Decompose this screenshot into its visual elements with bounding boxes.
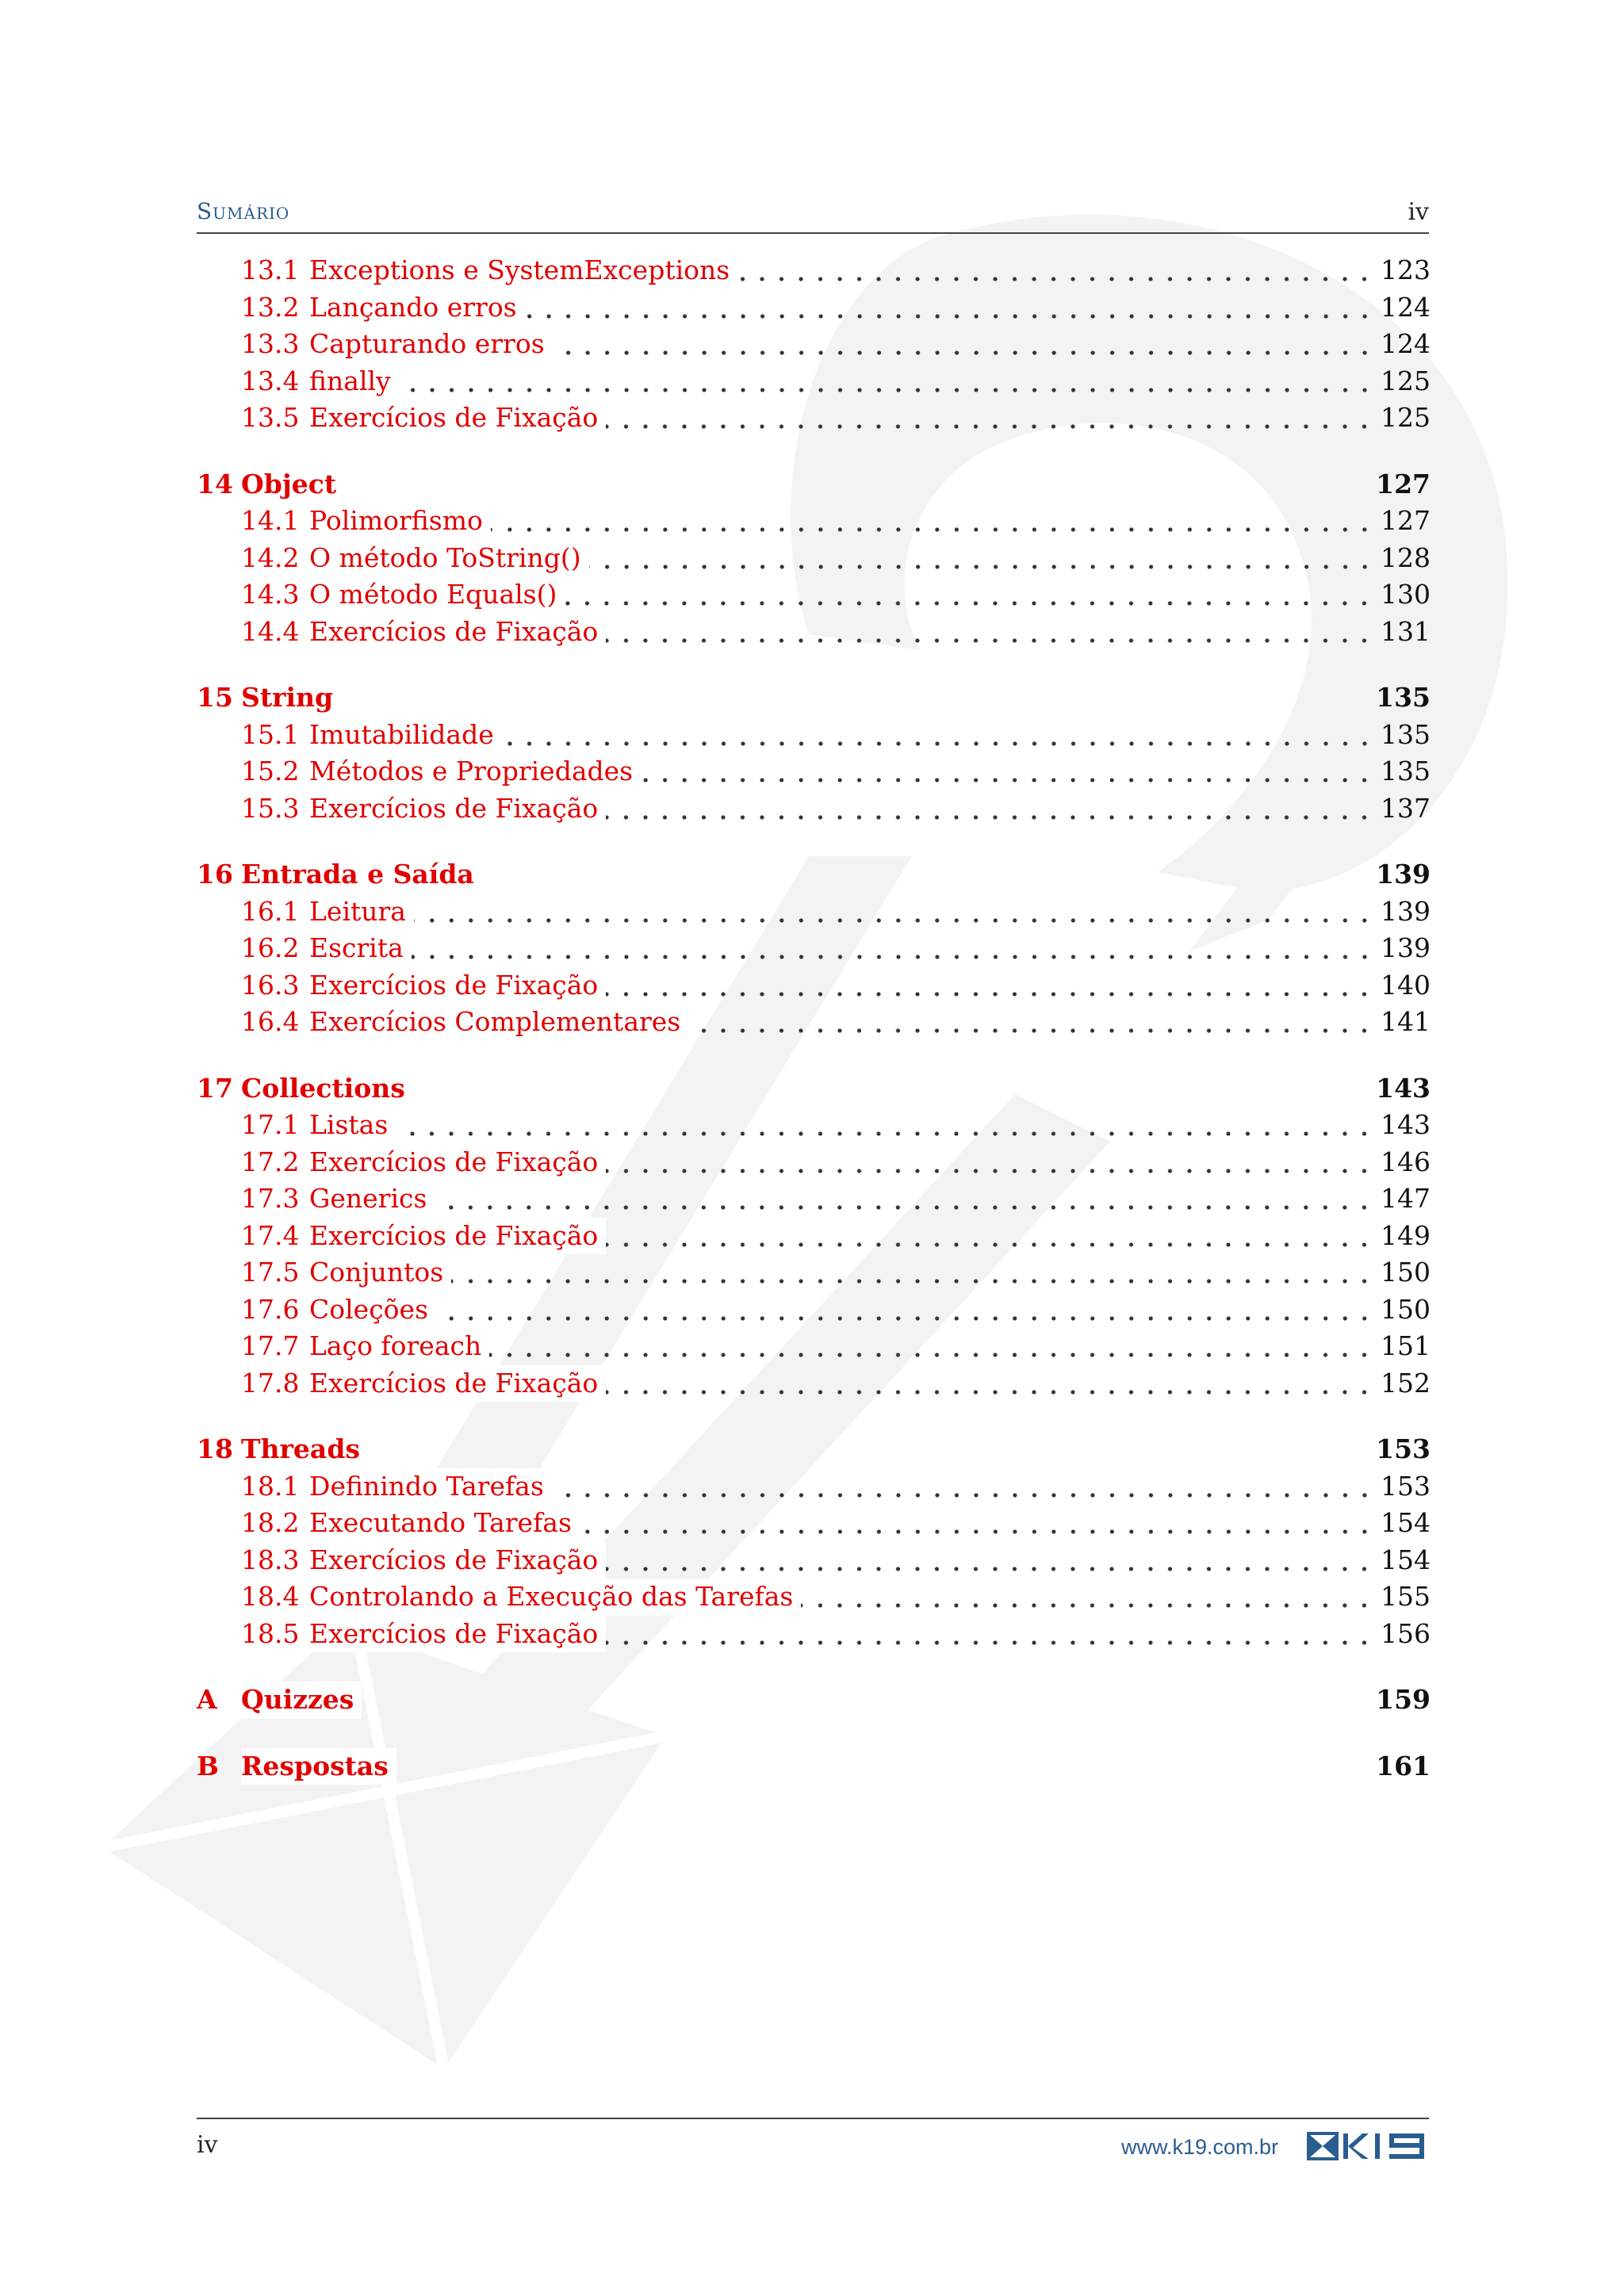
toc-entry-page: 139 [1381,932,1431,963]
toc-entry-page: 161 [1376,1750,1431,1781]
toc-entry-number: A [197,1684,217,1715]
toc-entry-number: 15.2 [241,756,300,786]
dot-leader [606,1365,1374,1402]
toc-section-entry[interactable] [197,400,1431,437]
dot-leader [606,790,1374,828]
toc-entry-page: 139 [1381,895,1431,927]
dot-leader [414,894,1374,931]
dot-leader [606,1218,1374,1255]
toc-entry-page: 146 [1381,1146,1431,1177]
toc-entry-number: 17.4 [241,1219,300,1251]
toc-section-entry[interactable] [197,1328,1431,1365]
toc-entry-number: 14.4 [241,615,300,647]
toc-entry-page: 130 [1381,579,1431,610]
toc-entry-page: 153 [1376,1433,1431,1464]
toc-entry-number: 17 [197,1072,233,1104]
dot-leader [589,540,1374,577]
toc-entry-page: 135 [1376,682,1431,713]
toc-entry-title[interactable]: String [241,679,341,717]
toc-entry-number: 18.4 [241,1581,300,1612]
toc-entry-title[interactable]: Métodos e Propriedades [309,753,641,790]
toc-entry-page: 150 [1381,1257,1431,1288]
dot-leader [525,289,1374,327]
toc-entry-title[interactable]: Exercícios de Fixação [309,1616,606,1653]
dot-leader [412,930,1374,967]
toc-entry-number: 16 [197,859,233,890]
toc-entry-title[interactable]: Object [241,466,344,503]
toc-section-entry[interactable] [197,289,1431,327]
toc-chapter-entry[interactable] [197,1070,1431,1108]
toc-entry-page: 124 [1381,328,1431,359]
dot-leader [502,717,1374,754]
toc-entry-title[interactable]: Threads [241,1431,368,1468]
k19-logo-icon [1307,2130,1429,2162]
running-header-title: Sumário [197,198,290,224]
footer-page-number: iv [197,2131,218,2159]
toc-entry-title[interactable]: Executando Tarefas [309,1505,580,1542]
dot-leader [552,1468,1374,1506]
toc-entry-number: 17.2 [241,1146,300,1177]
toc-section-entry[interactable] [197,1292,1431,1329]
dot-leader [606,614,1374,651]
toc-entry-title[interactable]: O método ToString() [309,540,589,577]
toc-section-entry[interactable] [197,1616,1431,1653]
running-header-page-number: iv [1408,198,1429,226]
toc-entry-number: 17.5 [241,1257,300,1288]
toc-entry-title[interactable]: O método Equals() [309,576,565,614]
toc-section-entry[interactable] [197,540,1431,577]
dot-leader [396,1107,1374,1144]
footer-rule [197,2118,1429,2119]
toc-section-entry[interactable] [197,1578,1431,1616]
toc-entry-title[interactable]: Exercícios de Fixação [309,1218,606,1255]
toc-entry-title[interactable]: Escrita [309,930,412,967]
toc-entry-title[interactable]: Quizzes [241,1682,362,1719]
toc-entry-title[interactable]: Controlando a Execução das Tarefas [309,1578,801,1616]
dot-leader [451,1254,1374,1292]
dot-leader [565,576,1374,614]
toc-entry-title[interactable]: Exercícios Complementares [309,1004,688,1041]
toc-entry-number: 13.2 [241,291,300,323]
toc-section-entry[interactable] [197,1144,1431,1181]
dot-leader [606,400,1374,437]
toc-entry-title[interactable]: Leitura [309,894,414,931]
toc-entry-page: 127 [1381,505,1431,536]
toc-entry-title[interactable]: Generics [309,1181,435,1218]
toc-entry-page: 155 [1381,1581,1431,1612]
dot-leader [737,252,1374,289]
dot-leader [399,363,1374,400]
toc-section-entry[interactable] [197,790,1431,828]
toc-entry-title[interactable]: Definindo Tarefas [309,1468,552,1506]
toc-section-entry[interactable] [197,1004,1431,1041]
toc-section-entry[interactable] [197,1542,1431,1579]
toc-entry-number: 15 [197,682,233,713]
toc-entry-page: 123 [1381,254,1431,285]
toc-entry-number: 14.3 [241,579,300,610]
toc-entry-page: 159 [1376,1684,1431,1715]
toc-entry-title[interactable]: Capturando erros [309,326,553,363]
toc-entry-page: 135 [1381,756,1431,786]
footer-url-link[interactable]: www.k19.com.br [1121,2135,1279,2159]
dot-leader [606,1542,1374,1579]
dot-leader [436,1292,1374,1329]
toc-chapter-entry[interactable] [197,1748,1431,1785]
toc-entry-title[interactable]: finally [309,363,399,400]
toc-entry-title[interactable]: Exercícios de Fixação [309,614,606,651]
toc-section-entry[interactable] [197,1181,1431,1218]
toc-entry-page: 149 [1381,1219,1431,1251]
toc-entry-title[interactable]: Entrada e Saída [241,856,482,894]
dot-leader [435,1181,1374,1218]
toc-entry-number: 16.1 [241,895,300,927]
toc-entry-number: 17.1 [241,1109,300,1140]
toc-entry-number: 13.5 [241,402,300,433]
dot-leader [606,1616,1374,1653]
toc-entry-page: 147 [1381,1183,1431,1214]
toc-section-entry[interactable] [197,967,1431,1004]
toc-entry-page: 128 [1381,541,1431,573]
toc-entry-page: 156 [1381,1617,1431,1649]
toc-entry-page: 154 [1381,1507,1431,1538]
toc-entry-page: 143 [1376,1072,1431,1104]
toc-entry-page: 143 [1381,1109,1431,1140]
toc-entry-number: 13.4 [241,365,300,396]
toc-section-entry[interactable] [197,753,1431,790]
toc-entry-title[interactable]: Coleções [309,1292,436,1329]
toc-entry-title[interactable]: Respostas [241,1748,396,1785]
toc-entry-title[interactable]: Exercícios de Fixação [309,1365,606,1402]
toc-section-entry[interactable] [197,717,1431,754]
toc-chapter-entry[interactable] [197,466,1431,503]
toc-entry-page: 125 [1381,402,1431,433]
toc-entry-page: 127 [1376,468,1431,499]
toc-entry-title[interactable]: Conjuntos [309,1254,451,1292]
toc-entry-number: 18.1 [241,1470,300,1502]
toc-entry-number: 14.2 [241,541,300,573]
toc-entry-page: 131 [1381,615,1431,647]
toc-entry-title[interactable]: Exercícios de Fixação [309,1542,606,1579]
toc-entry-title[interactable]: Polimorfismo [309,503,491,540]
dot-leader [580,1505,1374,1542]
dot-leader [641,753,1374,790]
table-of-contents [197,252,1431,1785]
dot-leader [489,1328,1374,1365]
toc-entry-number: 18.5 [241,1617,300,1649]
toc-entry-number: B [197,1750,219,1781]
toc-entry-title[interactable]: Exercícios de Fixação [309,967,606,1004]
toc-entry-number: 16.3 [241,969,300,1001]
toc-section-entry[interactable] [197,1218,1431,1255]
toc-entry-page: 153 [1381,1470,1431,1502]
toc-entry-number: 17.7 [241,1330,300,1361]
toc-entry-number: 18.3 [241,1544,300,1575]
toc-entry-number: 18 [197,1433,233,1464]
toc-entry-number: 16.4 [241,1006,300,1037]
toc-entry-number: 13.3 [241,328,300,359]
toc-section-entry[interactable] [197,503,1431,540]
toc-entry-title[interactable]: Exercícios de Fixação [309,400,606,437]
toc-section-entry[interactable] [197,576,1431,614]
toc-entry-title[interactable]: Exercícios de Fixação [309,790,606,828]
toc-entry-page: 139 [1376,859,1431,890]
toc-section-entry[interactable] [197,326,1431,363]
toc-entry-page: 125 [1381,365,1431,396]
toc-entry-number: 17.3 [241,1183,300,1214]
toc-entry-title[interactable]: Laço foreach [309,1328,489,1365]
toc-entry-number: 18.2 [241,1507,300,1538]
toc-entry-number: 15.1 [241,718,300,750]
toc-entry-page: 124 [1381,291,1431,323]
toc-section-entry[interactable] [197,1254,1431,1292]
dot-leader [606,1144,1374,1181]
toc-section-entry[interactable] [197,930,1431,967]
header-rule [197,232,1429,234]
toc-chapter-entry[interactable] [197,1431,1431,1468]
toc-entry-number: 17.6 [241,1293,300,1325]
dot-leader [491,503,1374,540]
toc-section-entry[interactable] [197,1107,1431,1144]
toc-chapter-entry[interactable] [197,679,1431,717]
toc-entry-page: 140 [1381,969,1431,1001]
toc-entry-number: 16.2 [241,932,300,963]
toc-chapter-entry[interactable] [197,856,1431,894]
toc-entry-page: 150 [1381,1293,1431,1325]
toc-entry-title[interactable]: Collections [241,1070,413,1108]
toc-entry-number: 14 [197,468,233,499]
toc-section-entry[interactable] [197,1468,1431,1506]
toc-entry-number: 15.3 [241,792,300,824]
toc-entry-page: 151 [1381,1330,1431,1361]
toc-entry-number: 13.1 [241,254,300,285]
dot-leader [688,1004,1374,1041]
toc-entry-title[interactable]: Lançando erros [309,289,525,327]
toc-entry-page: 137 [1381,792,1431,824]
toc-chapter-entry[interactable] [197,1682,1431,1719]
dot-leader [553,326,1374,363]
toc-section-entry[interactable] [197,894,1431,931]
toc-entry-title[interactable]: Exercícios de Fixação [309,1144,606,1181]
toc-entry-title[interactable]: Imutabilidade [309,717,502,754]
toc-section-entry[interactable] [197,614,1431,651]
toc-entry-number: 14.1 [241,505,300,536]
toc-entry-page: 154 [1381,1544,1431,1575]
toc-section-entry[interactable] [197,363,1431,400]
toc-section-entry[interactable] [197,252,1431,289]
toc-section-entry[interactable] [197,1365,1431,1402]
toc-entry-page: 135 [1381,718,1431,750]
toc-entry-title[interactable]: Exceptions e SystemExceptions [309,252,737,289]
toc-entry-title[interactable]: Listas [309,1107,396,1144]
toc-entry-page: 141 [1381,1006,1431,1037]
toc-entry-number: 17.8 [241,1367,300,1399]
toc-section-entry[interactable] [197,1505,1431,1542]
toc-entry-page: 152 [1381,1367,1431,1399]
dot-leader [606,967,1374,1004]
dot-leader [801,1578,1374,1616]
